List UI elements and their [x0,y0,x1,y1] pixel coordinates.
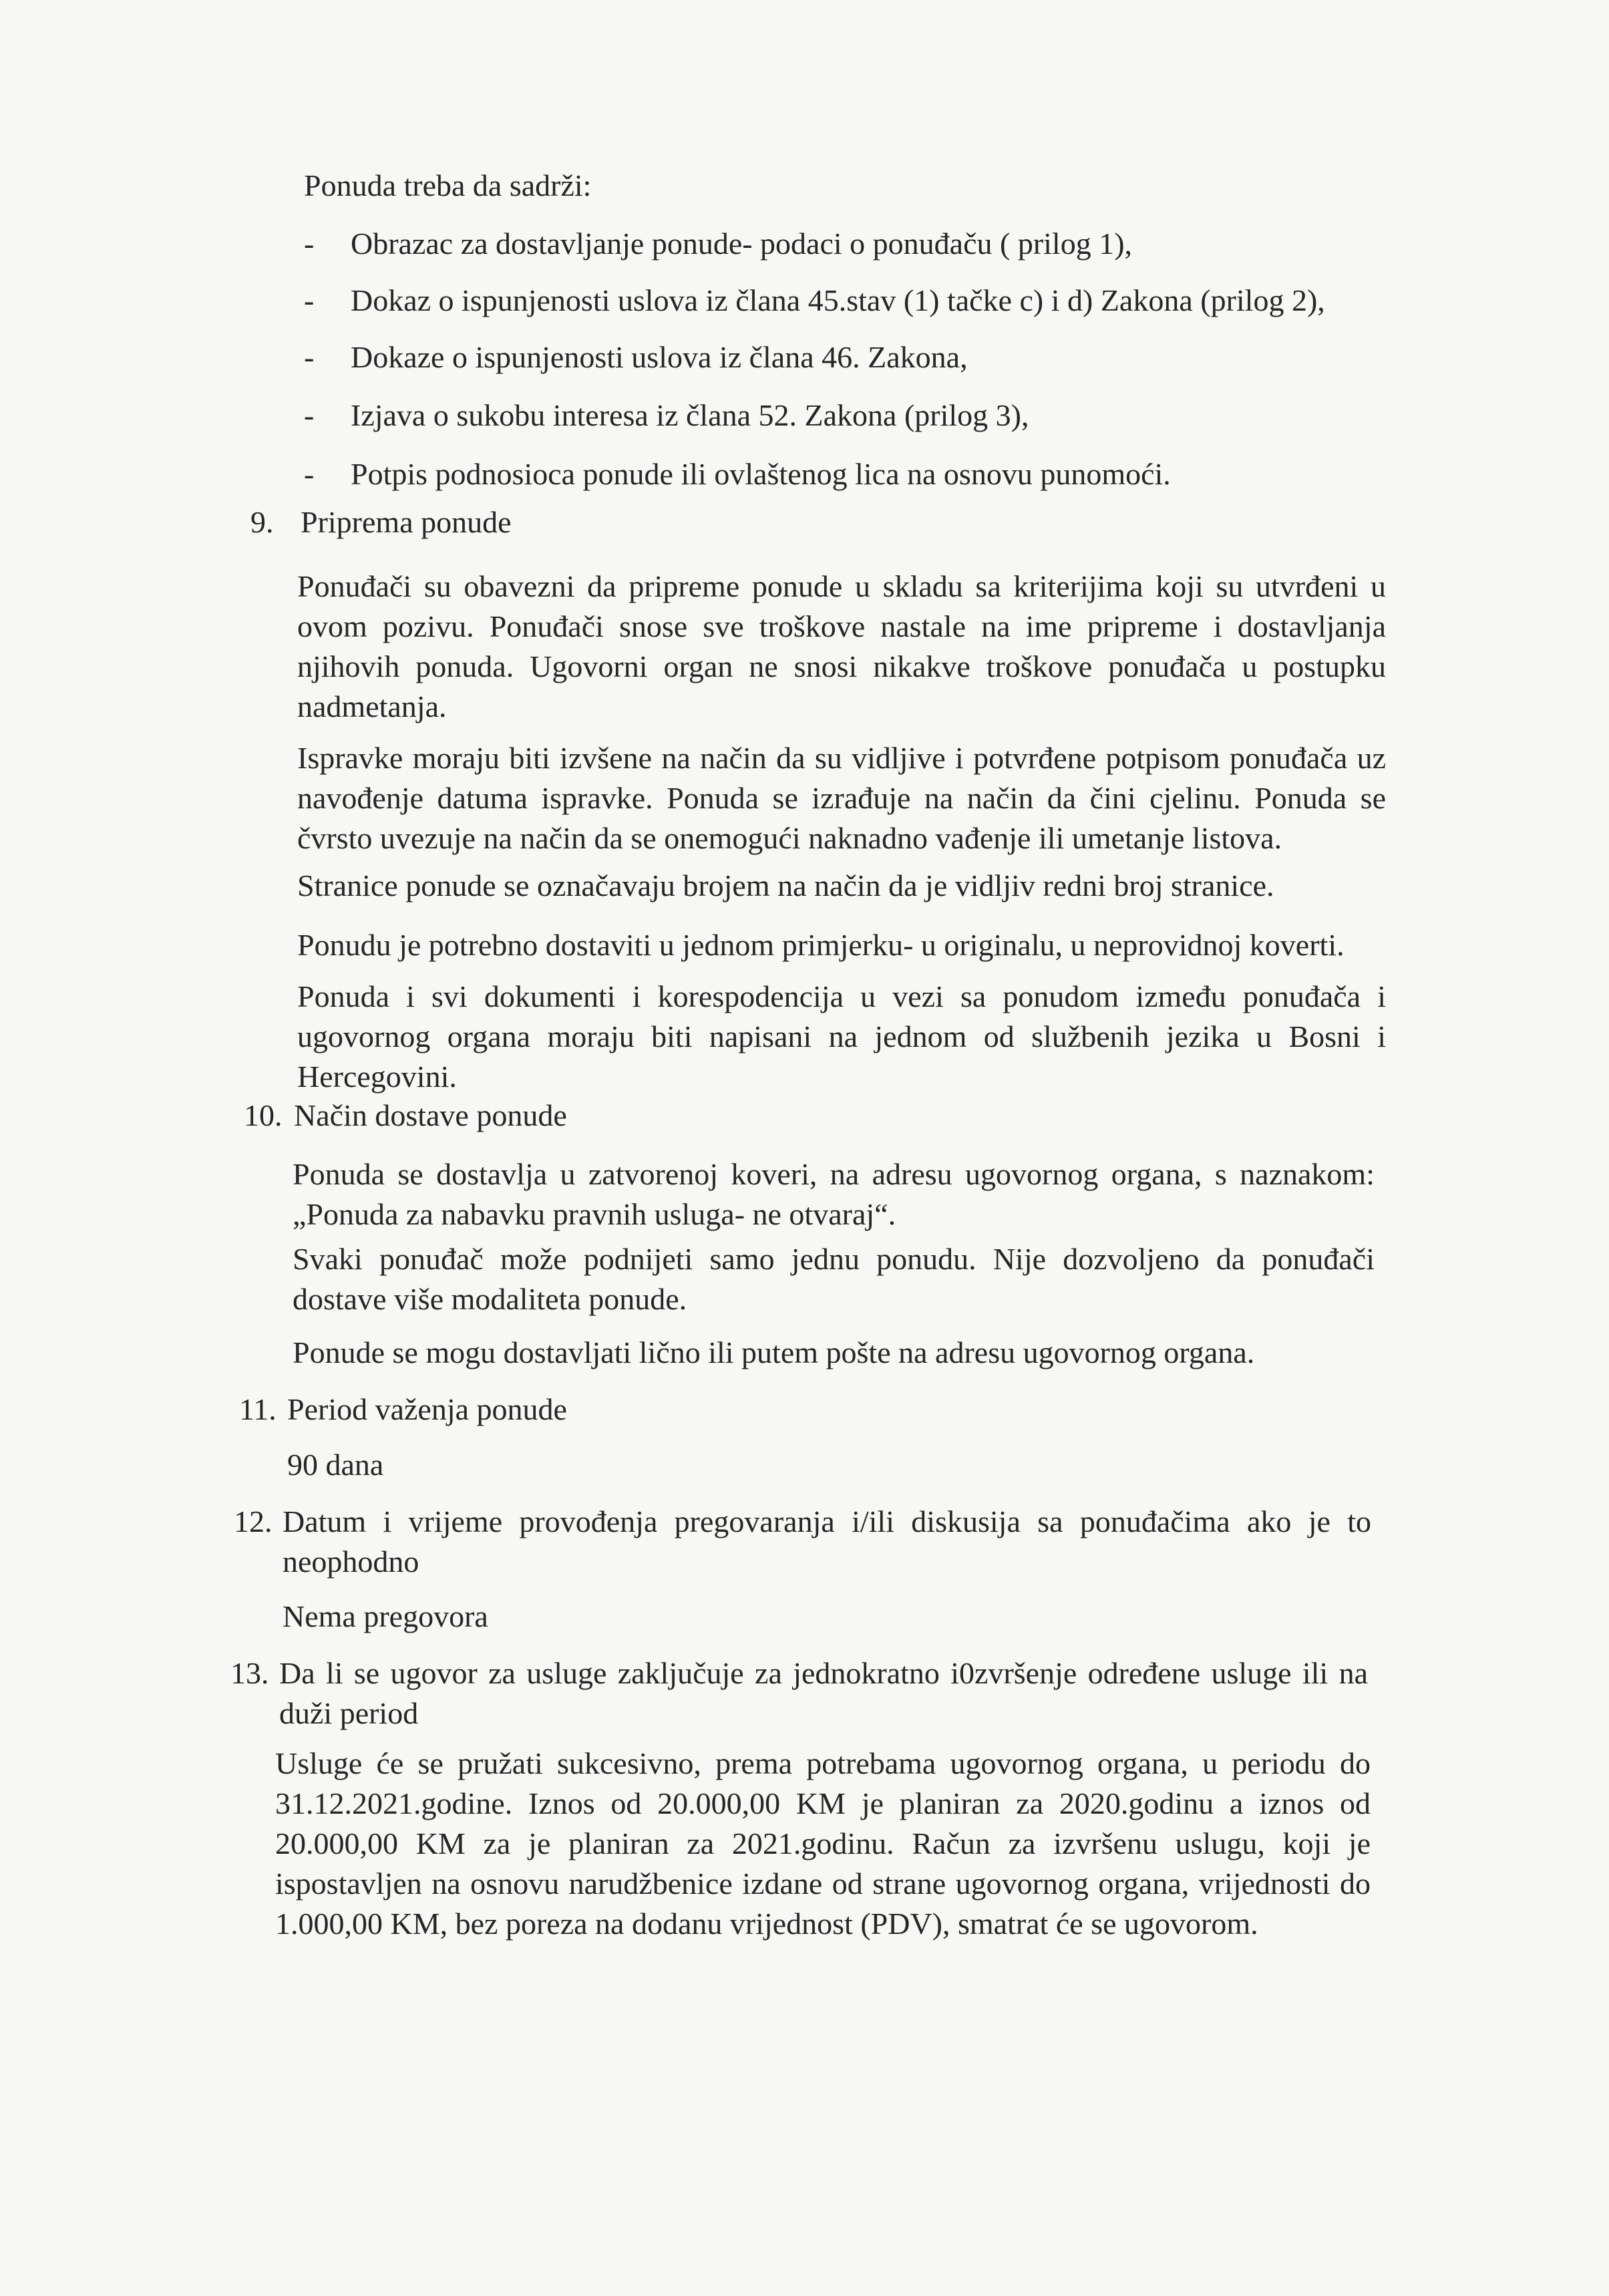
section-11-title: Period važenja ponude [287,1392,567,1426]
bullet-item: Izjava o sukobu interesa iz člana 52. Zakona (prilog 3), [351,398,1029,432]
bullet-item: Dokaze o ispunjenosti uslova iz člana 46. Zakona, [351,340,968,374]
section-10-title: Način dostave ponude [294,1098,567,1132]
section-9-paragraph: Ponuđači su obavezni da pripreme ponude u skladu sa kriterijima koji su utvrđeni u ovom pozivu. Ponuđači snose sve troškove nastale na ime pripreme i dostavljanja njihovih ponuda. Ugovorni organ ne snosi nikakve troškove ponuđača u postupku nadmetanja. [297,569,1386,723]
section-9-paragraph: Ponuda i svi dokumenti i korespodencija u vezi sa ponudom između ponuđača i ugovornog organa moraju biti napisani na jednom od službenih jezika u Bosni i Hercegovini. [297,979,1386,1094]
intro-text: Ponuda treba da sadrži: [304,168,592,202]
section-12-title: Datum i vrijeme provođenja pregovaranja i/ili diskusija sa ponuđačima ako je to neophodno [283,1504,1371,1579]
section-10-paragraph: Svaki ponuđač može podnijeti samo jednu ponudu. Nije dozvoljeno da ponuđači dostave više modaliteta ponude. [293,1242,1375,1316]
bullet-mark: - [304,283,315,317]
section-9-title: Priprema ponude [301,505,512,539]
section-11-paragraph: 90 dana [287,1448,384,1482]
bullet-mark: - [304,457,315,491]
section-11-number: 11. [239,1392,277,1426]
bullet-mark: - [304,226,315,261]
section-9-paragraph: Stranice ponude se označavaju brojem na način da je vidljiv redni broj stranice. [297,868,1274,903]
section-12-number: 12. [234,1504,273,1538]
section-10-paragraph: Ponuda se dostavlja u zatvorenoj koveri, na adresu ugovornog organa, s naznakom: „Ponuda za nabavku pravnih usluga- ne otvaraj“. [293,1157,1375,1231]
bullet-mark: - [304,398,315,432]
section-10-number: 10. [244,1098,283,1132]
section-9-number: 9. [250,505,274,539]
section-10-paragraph: Ponude se mogu dostavljati lično ili putem pošte na adresu ugovornog organa. [293,1335,1255,1369]
section-13-number: 13. [230,1656,269,1690]
bullet-item: Dokaz o ispunjenosti uslova iz člana 45.stav (1) tačke c) i d) Zakona (prilog 2), [351,283,1325,317]
bullet-mark: - [304,340,315,374]
section-13-title: Da li se ugovor za usluge zaključuje za jednokratno i0zvršenje određene usluge ili na duži period [279,1656,1368,1730]
bullet-item: Obrazac za dostavljanje ponude- podaci o ponuđaču ( prilog 1), [351,226,1133,261]
bullet-item: Potpis podnosioca ponude ili ovlaštenog lica na osnovu punomoći. [351,457,1171,491]
section-13-paragraph: Usluge će se pružati sukcesivno, prema potrebama ugovornog organa, u periodu do 31.12.2021.godine. Iznos od 20.000,00 KM je planiran za 2020.godinu a iznos od 20.000,00 KM za je planiran za 2021.godinu. Račun za izvršenu uslugu, koji je ispostavljen na osnovu narudžbenice izdane od strane ugovornog organa, vrijednosti do 1.000,00 KM, bez poreza na dodanu vrijednost (PDV), smatrat će se ugovorom. [275,1746,1371,1941]
section-12-paragraph: Nema pregovora [283,1599,488,1633]
section-9-paragraph: Ponudu je potrebno dostaviti u jednom primjerku- u originalu, u neprovidnoj koverti. [297,928,1345,962]
section-9-paragraph: Ispravke moraju biti izvšene na način da su vidljive i potvrđene potpisom ponuđača uz navođenje datuma ispravke. Ponuda se izrađuje na način da čini cjelinu. Ponuda se čvrsto uvezuje na način da se onemogući naknadno vađenje ili umetanje listova. [297,741,1386,855]
